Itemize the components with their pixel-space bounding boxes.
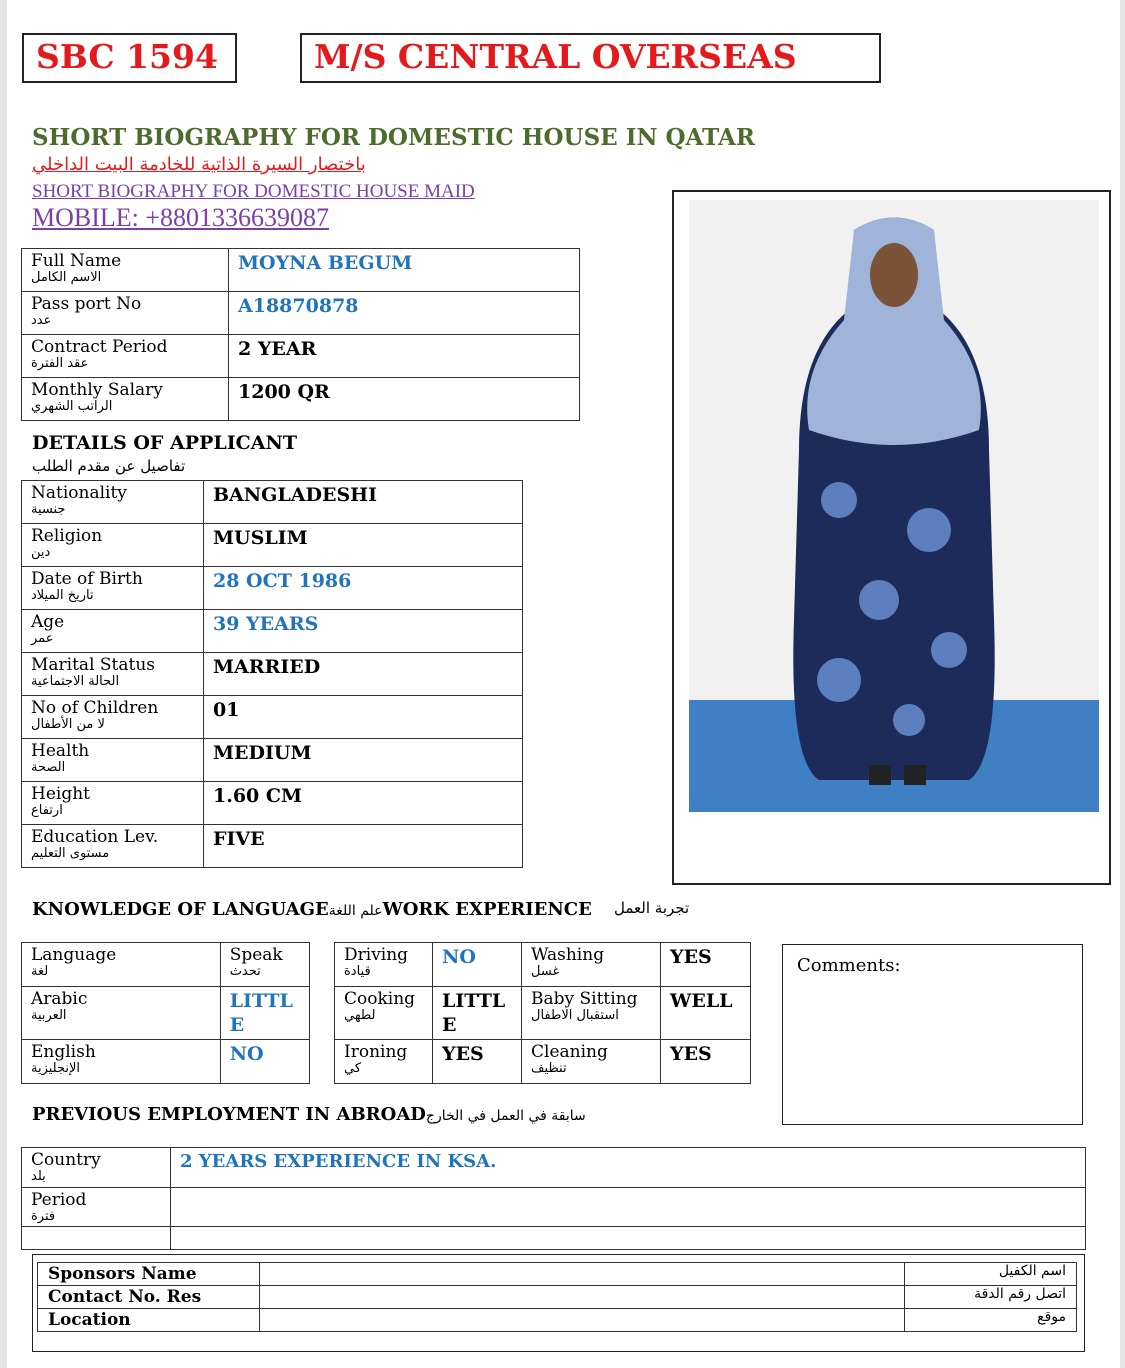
photo-frame: [672, 190, 1111, 885]
work-skill-cell: [522, 943, 661, 987]
language-label-arabic: لغة: [31, 964, 49, 979]
language-label: Arabic: [31, 989, 88, 1009]
work-skill-label: Cooking: [344, 989, 416, 1009]
field-label-arabic: الراتب الشهري: [31, 399, 113, 414]
detail-row: [22, 825, 523, 868]
basic-info-row: [22, 335, 580, 378]
field-label-arabic: عدد: [31, 313, 52, 328]
period-label-cell: [22, 1188, 171, 1227]
work-skill-level: YES: [661, 943, 751, 987]
main-title: SHORT BIOGRAPHY FOR DOMESTIC HOUSE IN QATAR: [32, 124, 755, 151]
sponsor-row: [38, 1309, 1077, 1332]
arabic-title: باختصار السيرة الذاتية للخادمة البيت الداخلي: [32, 154, 366, 175]
work-skill-label: Driving: [344, 945, 409, 965]
detail-label-cell: [22, 825, 204, 868]
previous-employment-label: PREVIOUS EMPLOYMENT IN ABROAD: [32, 1104, 426, 1125]
detail-label: Height: [31, 784, 90, 804]
field-value: 1200 QR: [229, 378, 580, 421]
work-skill-cell: [522, 1040, 661, 1084]
applicant-photo: [689, 200, 1099, 812]
detail-value: MARRIED: [204, 653, 523, 696]
knowledge-language-arabic: علم اللغة: [328, 903, 383, 919]
comments-label: Comments:: [797, 955, 901, 976]
work-skill-cell: [335, 987, 433, 1040]
work-skill-label-arabic: لطهي: [344, 1008, 376, 1023]
detail-row: [22, 696, 523, 739]
detail-label: Marital Status: [31, 655, 156, 675]
previous-employment-value: 2 YEARS EXPERIENCE IN KSA.: [171, 1148, 1086, 1188]
work-experience-table: [334, 942, 751, 1084]
field-value: 2 YEAR: [229, 335, 580, 378]
detail-row: [22, 739, 523, 782]
basic-info-table: [21, 248, 580, 421]
detail-label: Health: [31, 741, 90, 761]
work-skill-label-arabic: غسل: [531, 964, 560, 979]
detail-label-arabic: مستوى التعليم: [31, 846, 110, 861]
sponsor-value-cell[interactable]: [260, 1309, 905, 1332]
field-label: Pass port No: [31, 294, 142, 314]
sponsor-row: [38, 1286, 1077, 1309]
work-skill-cell: [522, 987, 661, 1040]
language-row: [22, 1040, 310, 1084]
work-skill-label-arabic: تنظيف: [531, 1061, 567, 1076]
language-table: [21, 942, 310, 1084]
country-label-cell: [22, 1148, 171, 1188]
period-value-cell: [171, 1188, 1086, 1227]
detail-label: Age: [31, 612, 65, 632]
language-level: NO: [220, 1040, 309, 1084]
language-label: Language: [31, 945, 117, 965]
work-skill-label-arabic: كي: [344, 1061, 362, 1076]
basic-label-cell: [22, 249, 229, 292]
detail-row: [22, 653, 523, 696]
comments-box: [782, 944, 1083, 1125]
subtitle: SHORT BIOGRAPHY FOR DOMESTIC HOUSE MAID: [32, 181, 475, 202]
detail-label-cell: [22, 481, 204, 524]
work-skill-label: Cleaning: [531, 1042, 608, 1062]
details-heading: DETAILS OF APPLICANT: [32, 432, 297, 454]
knowledge-heading: [32, 899, 592, 920]
detail-label: Date of Birth: [31, 569, 143, 589]
page-edge-right: [1120, 0, 1125, 1368]
applicant-details-table: [21, 480, 523, 868]
sponsor-table: [37, 1262, 1077, 1332]
period-label-arabic: فترة: [31, 1209, 56, 1224]
detail-label-cell: [22, 739, 204, 782]
detail-value: BANGLADESHI: [204, 481, 523, 524]
basic-label-cell: [22, 292, 229, 335]
work-experience-label: WORK EXPERIENCE: [382, 899, 592, 920]
language-label-cell: [22, 1040, 221, 1084]
sponsor-label-arabic: اتصل رقم الدقة: [905, 1286, 1077, 1309]
detail-label-cell: [22, 782, 204, 825]
previous-employment-table: [21, 1147, 1086, 1250]
basic-info-row: [22, 378, 580, 421]
language-level: LITTLE: [220, 987, 309, 1040]
work-skill-cell: [335, 943, 433, 987]
work-skill-level: LITTLE: [433, 987, 522, 1040]
sponsor-label: Location: [38, 1309, 260, 1332]
detail-label: Education Lev.: [31, 827, 159, 847]
field-label: Full Name: [31, 251, 122, 271]
language-row: [22, 987, 310, 1040]
sponsor-label: Contact No. Res: [38, 1286, 260, 1309]
detail-value: 1.60 CM: [204, 782, 523, 825]
field-label-arabic: عقد الفترة: [31, 356, 89, 371]
detail-label: Religion: [31, 526, 103, 546]
sponsor-label-arabic: موقع: [905, 1309, 1077, 1332]
detail-label-arabic: جنسية: [31, 502, 66, 517]
detail-label: Nationality: [31, 483, 127, 503]
detail-value: 01: [204, 696, 523, 739]
language-label-arabic: العربية: [31, 1008, 67, 1023]
speak-label-arabic: تحدث: [229, 964, 261, 979]
work-skill-level: YES: [661, 1040, 751, 1084]
field-label: Monthly Salary: [31, 380, 163, 400]
field-value: A18870878: [229, 292, 580, 335]
work-row: [335, 943, 751, 987]
detail-label-cell: [22, 567, 204, 610]
detail-label: No of Children: [31, 698, 159, 718]
sponsor-value-cell[interactable]: [260, 1286, 905, 1309]
reference-code-box: SBC 1594: [22, 33, 237, 83]
empty-cell: [171, 1227, 1086, 1250]
work-skill-label: Baby Sitting: [531, 989, 638, 1009]
previous-employment-arabic: سابقة في العمل في الخارج: [425, 1108, 586, 1124]
work-row: [335, 987, 751, 1040]
mobile-number: MOBILE: +8801336639087: [32, 203, 330, 232]
agency-name-box: M/S CENTRAL OVERSEAS: [300, 33, 881, 83]
sponsor-box: [32, 1254, 1085, 1352]
basic-info-row: [22, 249, 580, 292]
field-value: MOYNA BEGUM: [229, 249, 580, 292]
detail-row: [22, 481, 523, 524]
sponsor-row: [38, 1263, 1077, 1286]
field-label: Contract Period: [31, 337, 168, 357]
work-skill-label: Ironing: [344, 1042, 408, 1062]
detail-value: MUSLIM: [204, 524, 523, 567]
detail-row: [22, 782, 523, 825]
language-label-cell: [22, 943, 221, 987]
speak-header-cell: [220, 943, 309, 987]
detail-label-arabic: ارتفاع: [31, 803, 63, 818]
detail-label-arabic: لا من الأطفال: [31, 717, 105, 732]
work-row: [335, 1040, 751, 1084]
detail-label-arabic: دين: [31, 545, 51, 560]
language-row: [22, 943, 310, 987]
work-skill-label-arabic: استقبال الاطفال: [531, 1008, 619, 1023]
detail-value: MEDIUM: [204, 739, 523, 782]
page-edge-left: [0, 0, 7, 1368]
detail-row: [22, 567, 523, 610]
speak-label: Speak: [229, 945, 283, 965]
detail-row: [22, 524, 523, 567]
detail-row: [22, 610, 523, 653]
work-skill-cell: [335, 1040, 433, 1084]
detail-label-arabic: الحالة الاجتماعية: [31, 674, 120, 689]
basic-label-cell: [22, 378, 229, 421]
detail-value: FIVE: [204, 825, 523, 868]
work-skill-label: Washing: [531, 945, 605, 965]
detail-label-cell: [22, 610, 204, 653]
work-skill-level: YES: [433, 1040, 522, 1084]
detail-value: 39 YEARS: [204, 610, 523, 653]
sponsor-label: Sponsors Name: [38, 1263, 260, 1286]
sponsor-value-cell[interactable]: [260, 1263, 905, 1286]
sponsor-label-arabic: اسم الكفيل: [905, 1263, 1077, 1286]
details-heading-arabic: تفاصيل عن مقدم الطلب: [32, 457, 186, 475]
work-skill-level: WELL: [661, 987, 751, 1040]
detail-value: 28 OCT 1986: [204, 567, 523, 610]
knowledge-language-label: KNOWLEDGE OF LANGUAGE: [32, 899, 329, 920]
detail-label-cell: [22, 696, 204, 739]
period-label: Period: [31, 1190, 87, 1210]
detail-label-arabic: عمر: [31, 631, 54, 646]
detail-label-arabic: تاريخ الميلاد: [31, 588, 94, 603]
detail-label-cell: [22, 653, 204, 696]
work-skill-level: NO: [433, 943, 522, 987]
detail-label-arabic: الصحة: [31, 760, 66, 775]
basic-info-row: [22, 292, 580, 335]
language-label-arabic: الإنجليزية: [31, 1061, 81, 1076]
detail-label-cell: [22, 524, 204, 567]
work-skill-label-arabic: قيادة: [344, 964, 371, 979]
basic-label-cell: [22, 335, 229, 378]
work-experience-arabic: تجربة العمل: [614, 899, 690, 917]
language-label-cell: [22, 987, 221, 1040]
field-label-arabic: الاسم الكامل: [31, 270, 102, 285]
empty-cell: [22, 1227, 171, 1250]
previous-employment-heading: [32, 1104, 586, 1125]
language-label: English: [31, 1042, 96, 1062]
country-label-arabic: بلد: [31, 1169, 46, 1184]
country-label: Country: [31, 1150, 101, 1170]
